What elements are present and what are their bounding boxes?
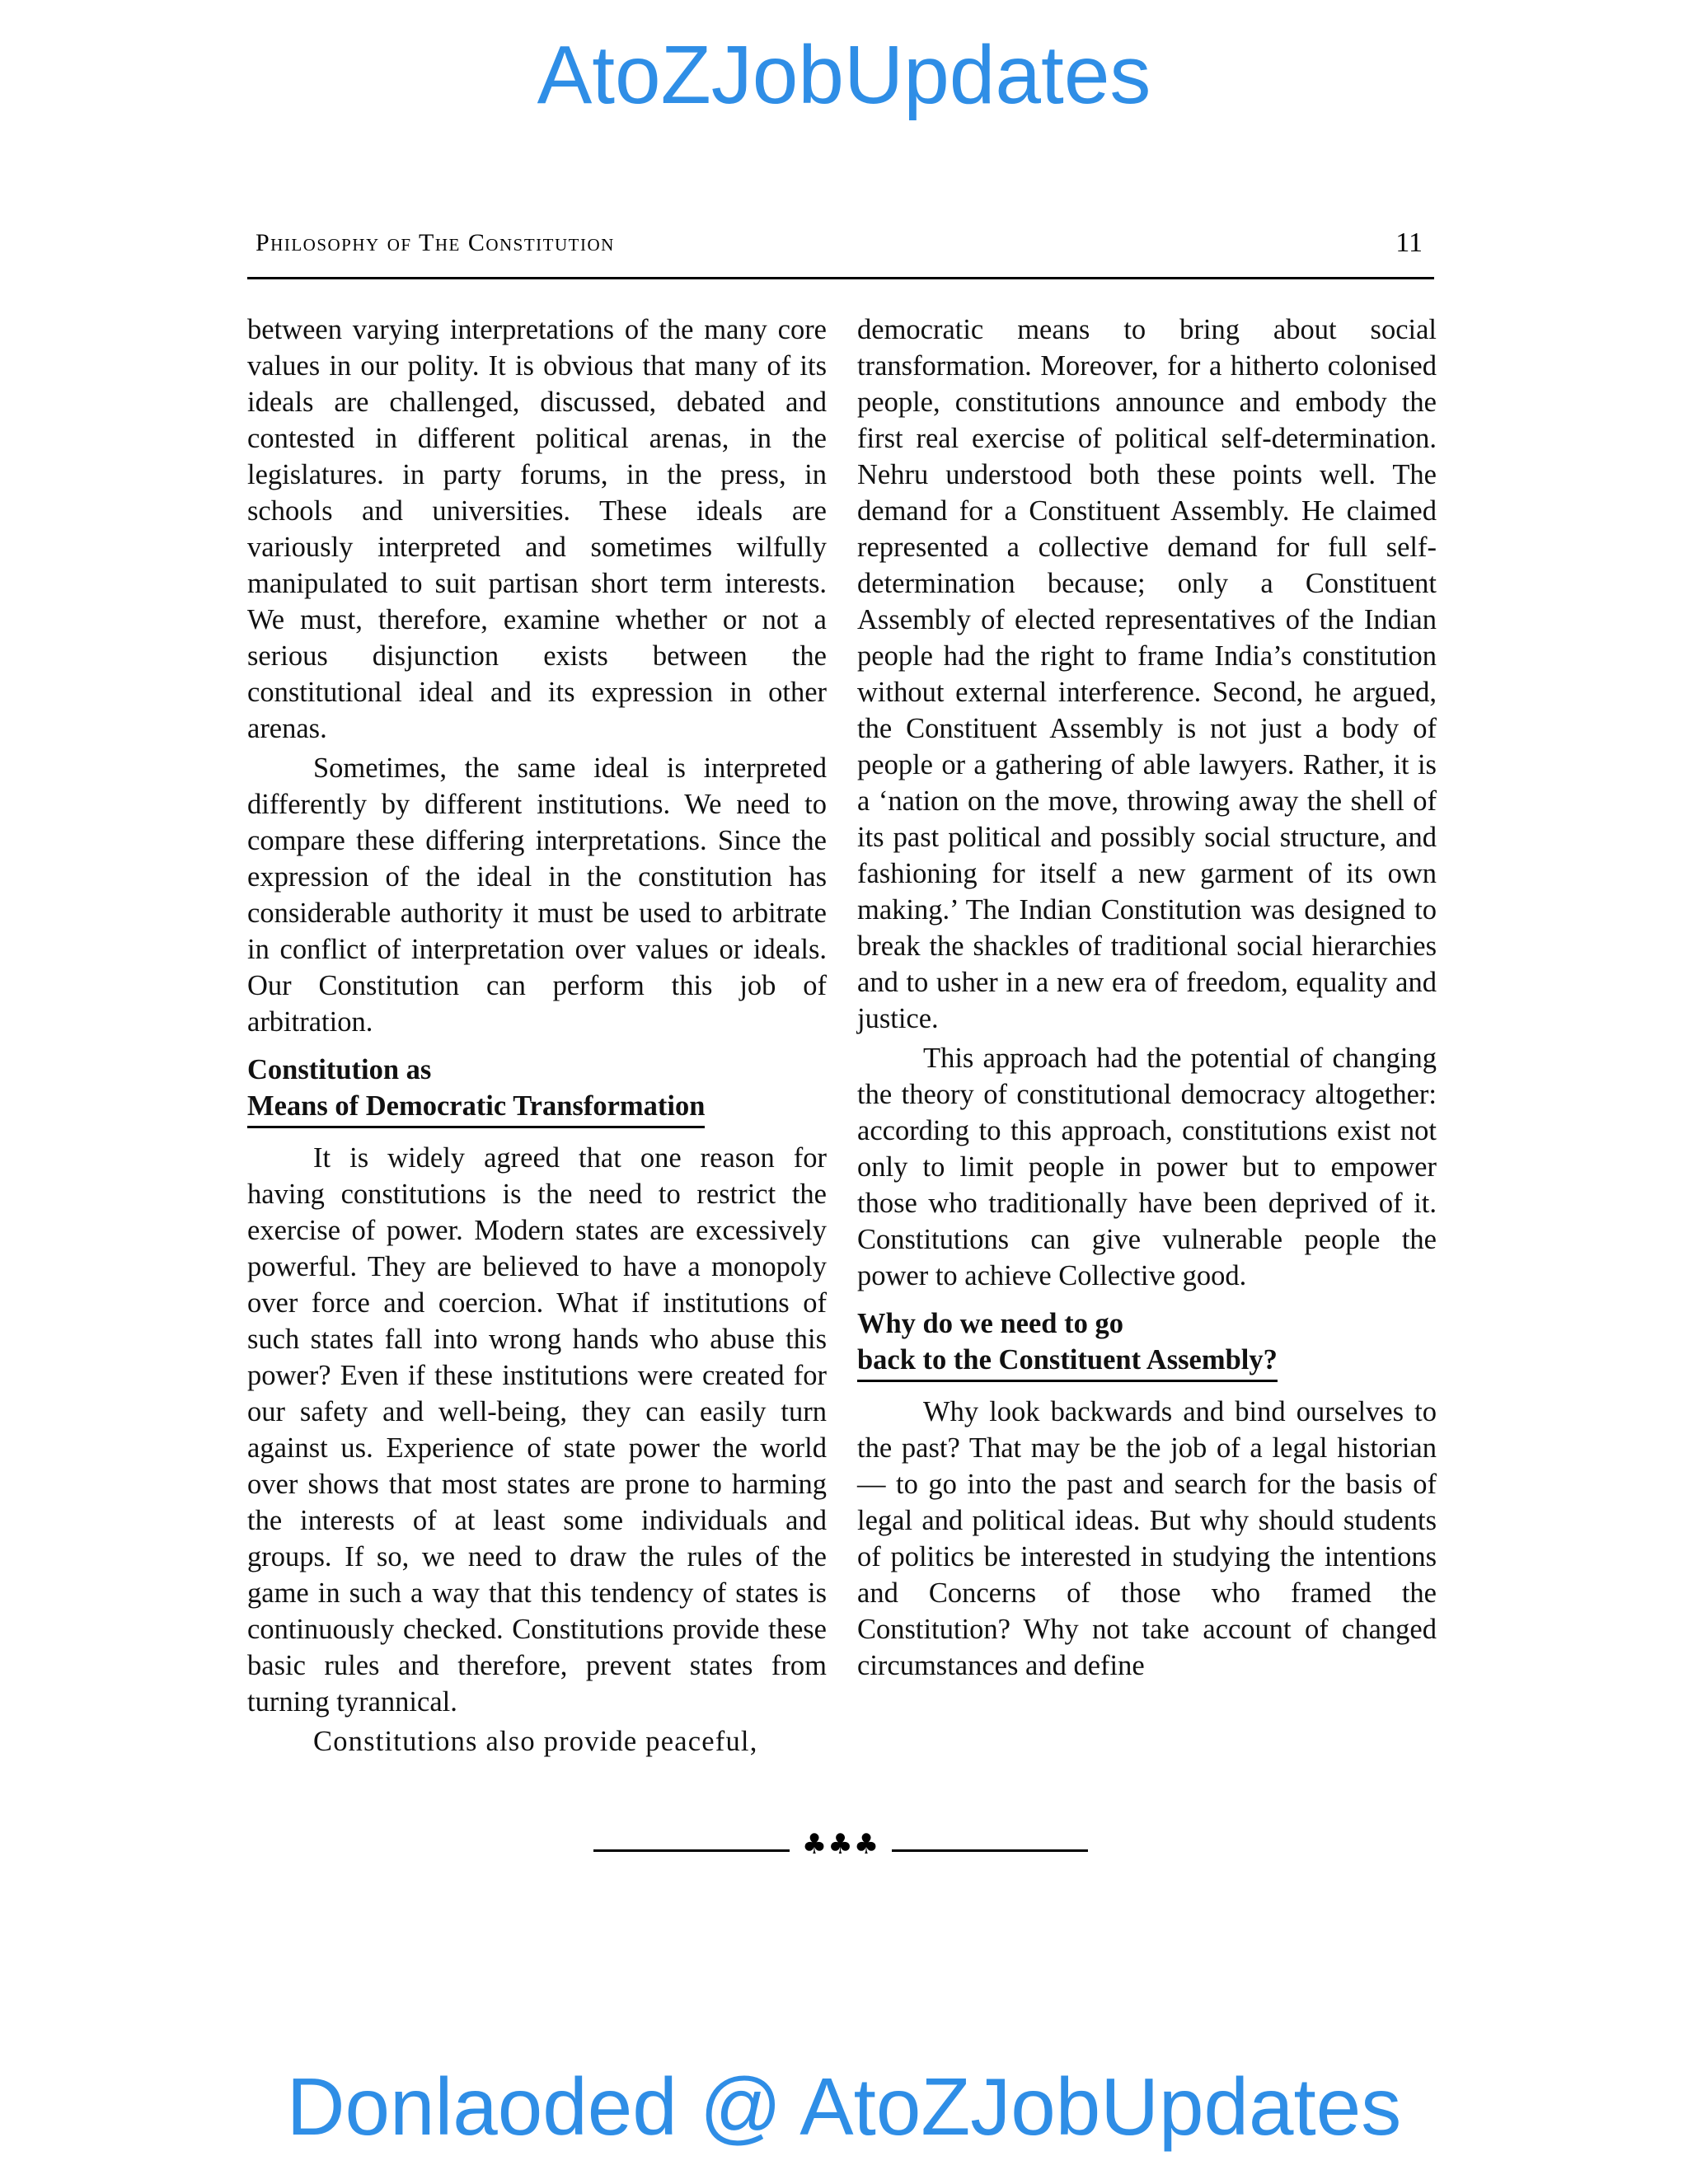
page-header (247, 229, 1434, 279)
watermark-top: AtoZJobUpdates (537, 29, 1151, 121)
right-paragraph-3: Why look backwards and bind ourselves to the past? That may be the job of a legal historian — to go into the past and search for the basis of legal and political ideas. But why should students of politics be interested in studying the intentions and Concerns of those who framed the Constitution? Why not take account of changed circumstances and define (857, 1396, 1437, 1681)
heading-line-2: back to the Constituent Assembly? (857, 1342, 1278, 1382)
right-paragraph-2: This approach had the potential of changing the theory of constitutional democracy altogether: according to this approach, constitutions exist not only to limit people in power but to empower those who traditionally have been deprived of it. Constitutions can give vulnerable people the power to achieve Collective good. (857, 1043, 1437, 1291)
heading-line-1: Constitution as (247, 1054, 432, 1085)
left-column (247, 312, 827, 1760)
club-icon: ♣♣♣ (801, 1828, 880, 1861)
heading-line-1: Why do we need to go (857, 1308, 1123, 1339)
left-paragraph-4: Constitutions also provide peaceful, (313, 1726, 758, 1757)
end-ornament (593, 1828, 1088, 1869)
page-number: 11 (1395, 227, 1423, 258)
left-paragraph-1: between varying interpretations of the many core values in our polity. It is obvious that many of its ideals are challenged, discussed, debated and contested in different political arenas, in the legislatures. in party forums, in the press, in schools and universities. These ideals are variously interpreted and sometimes wilfully manipulated to suit partisan short term interests. We must, therefore, examine whether or not a serious disjunction exists between the constitutional ideal and its expression in other arenas. (247, 314, 827, 744)
ornament-rule-right (892, 1849, 1088, 1852)
right-paragraph-1: democratic means to bring about social transformation. Moreover, for a hitherto colonised people, constitutions announce and embody the first real exercise of political self-determination. Nehru understood both these points well. The demand for a Constituent Assembly. He claimed represented a collective demand for full self-determination because; only a Constituent Assembly of elected representatives of the Indian people had the right to frame India’s constitution without external interference. Second, he argued, the Constituent Assembly is not just a body of people or a gathering of able lawyers. Rather, it is a ‘nation on the move, throwing away the shell of its past political and possibly social structure, and fashioning for itself a new garment of its own making.’ The Indian Constitution was designed to break the shackles of traditional social hierarchies and to usher in a new era of freedom, equality and justice. (857, 314, 1437, 1034)
left-paragraph-3: It is widely agreed that one reason for having constitutions is the need to restrict the exercise of power. Modern states are excessively powerful. They are believed to have a monopoly over force and coercion. What if institutions of such states fall into wrong hands who abuse this power? Even if these institutions were created for our safety and well-being, they can easily turn against us. Experience of state power the world over shows that most states are prone to harming the interests of at least some individuals and groups. If so, we need to draw the rules of the game in such a way that this tendency of states is continuously checked. Constitutions provide these basic rules and therefore, prevent states from turning tyrannical. (247, 1142, 827, 1718)
left-paragraph-2: Sometimes, the same ideal is interpreted differently by different institutions. We need to compare these differing interpretations. Since the expression of the ideal in the constitution has considerable authority it must be used to arbitrate in conflict of interpretation over values or ideals. Our Constitution can perform this job of arbitration. (247, 752, 827, 1038)
right-column (857, 312, 1437, 1684)
heading-line-2: Means of Democratic Transformation (247, 1088, 705, 1128)
running-title: Philosophy of The Constitution (256, 229, 615, 256)
section-heading-democratic-transformation (247, 1052, 827, 1128)
section-heading-constituent-assembly (857, 1305, 1437, 1382)
watermark-bottom: Donlaoded @ AtoZJobUpdates (286, 2061, 1402, 2152)
